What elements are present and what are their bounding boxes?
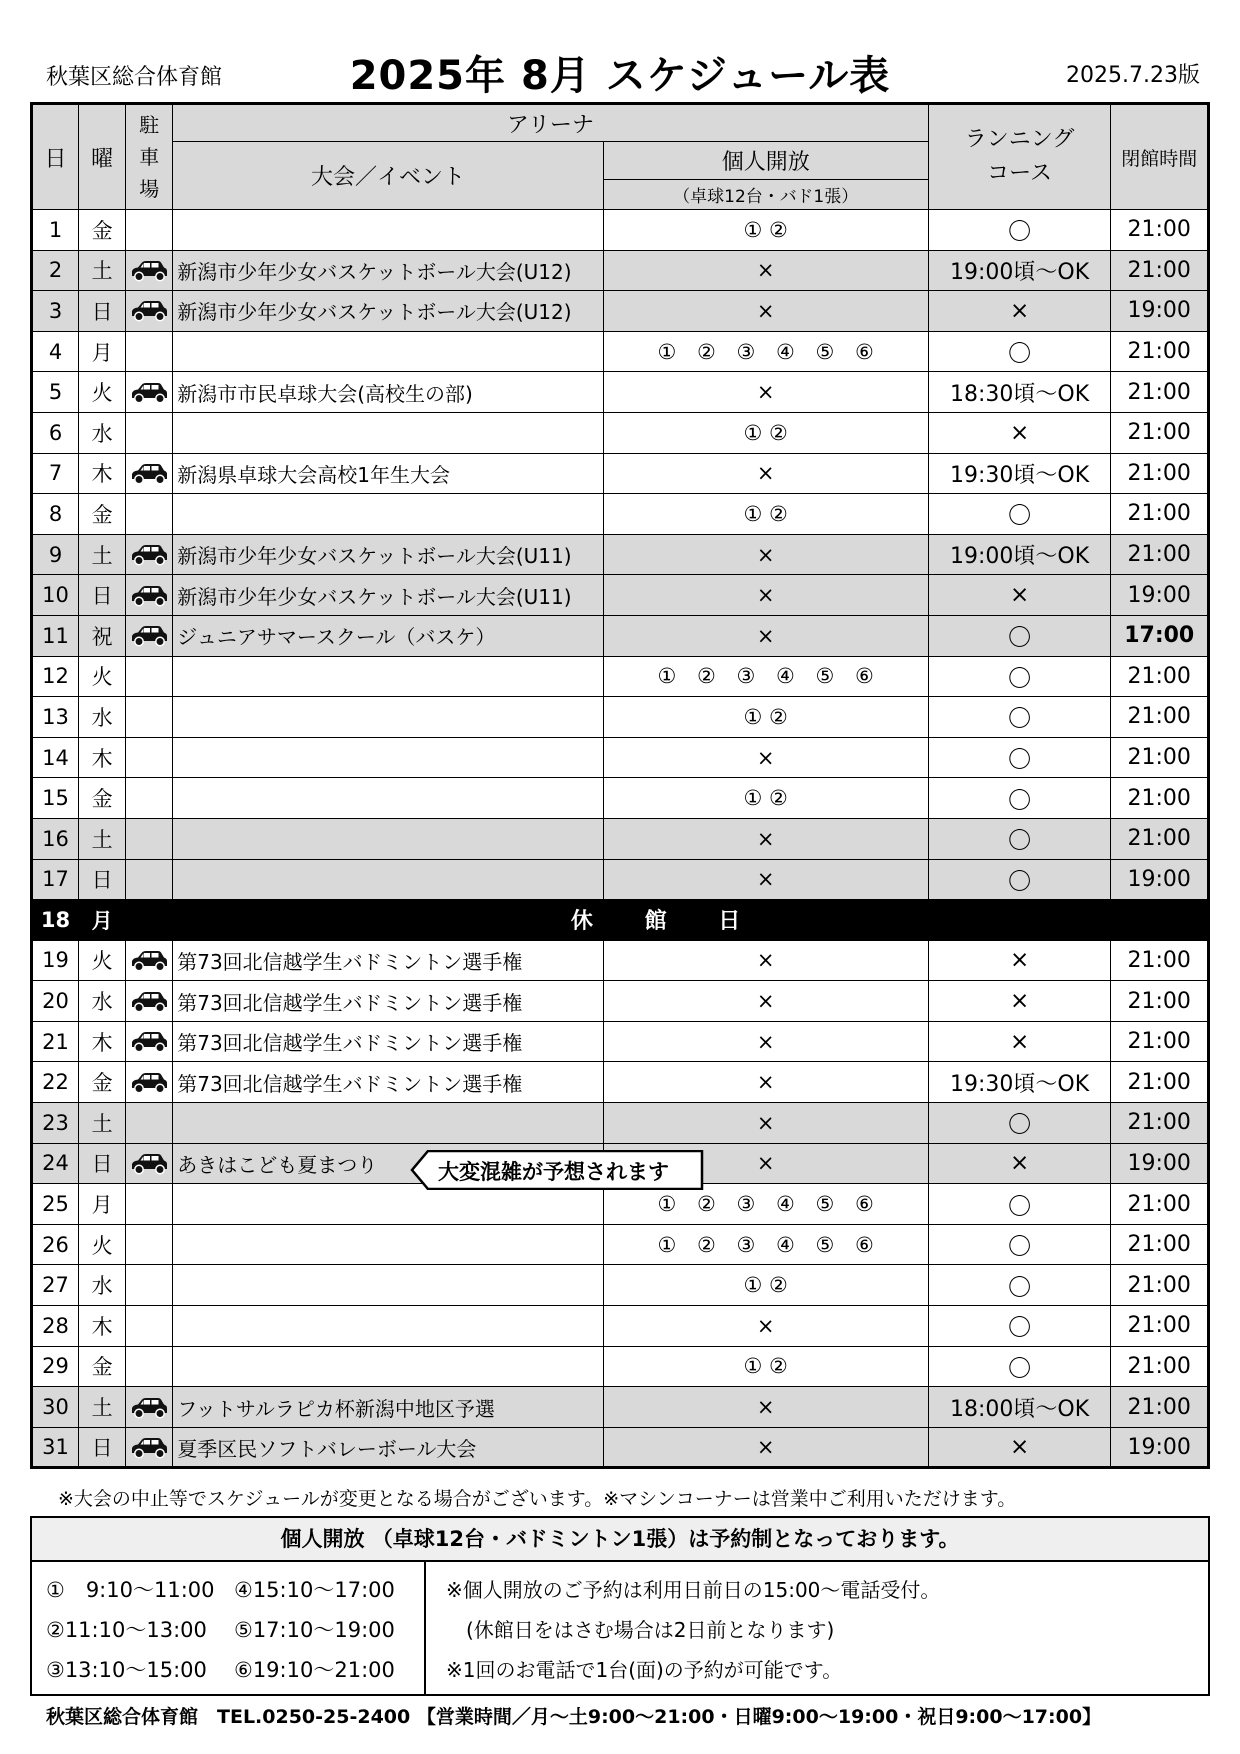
- booking-divider: [424, 1560, 426, 1694]
- table-row: [32, 818, 1209, 859]
- day-cell: 22: [32, 1062, 79, 1103]
- car-icon: [129, 462, 169, 486]
- running-cell: ×: [928, 412, 1111, 453]
- event-cell: [173, 778, 603, 819]
- event-cell: [173, 859, 603, 900]
- event-cell: [173, 1103, 603, 1144]
- day-cell: 1: [32, 210, 79, 251]
- event-cell: [173, 1306, 603, 1347]
- weekday-cell: 水: [79, 1265, 126, 1306]
- weekday-cell: 水: [79, 412, 126, 453]
- parking-label: 駐 車 場: [139, 113, 160, 201]
- day-cell: 26: [32, 1224, 79, 1265]
- day-cell: 29: [32, 1346, 79, 1387]
- running-cell: 〇: [928, 494, 1111, 535]
- event-cell: 新潟市市民卓球大会(高校生の部): [173, 372, 603, 413]
- closing-cell: 21:00: [1111, 1265, 1209, 1306]
- parking-cell: [126, 575, 173, 616]
- open-cell: ① ② ③ ④ ⑤ ⑥: [603, 656, 928, 697]
- table-row: [32, 1427, 1209, 1468]
- weekday-cell: 月: [79, 331, 126, 372]
- parking-cell: [126, 1184, 173, 1225]
- running-cell: ×: [928, 1021, 1111, 1062]
- slot-3: ③13:10～15:00: [46, 1658, 207, 1682]
- day-cell: 10: [32, 575, 79, 616]
- event-cell: [173, 1265, 603, 1306]
- open-cell: ① ②: [603, 1265, 928, 1306]
- page-header: [0, 40, 1240, 100]
- open-cell: ×: [603, 818, 928, 859]
- running-cell: 18:30頃～OK: [928, 372, 1111, 413]
- col-running: [928, 104, 1111, 210]
- day-cell: 4: [32, 331, 79, 372]
- weekday-cell: 金: [79, 210, 126, 251]
- table-row: [32, 1387, 1209, 1428]
- closing-cell: 21:00: [1111, 1062, 1209, 1103]
- open-cell: ① ②: [603, 778, 928, 819]
- day-cell: 13: [32, 697, 79, 738]
- closing-cell: 21:00: [1111, 981, 1209, 1022]
- open-cell: ×: [603, 250, 928, 291]
- car-icon: [129, 259, 169, 283]
- weekday-cell: 月: [79, 1184, 126, 1225]
- slot-2: ②11:10～13:00: [46, 1618, 207, 1642]
- day-cell: 2: [32, 250, 79, 291]
- closing-cell: 21:00: [1111, 210, 1209, 251]
- running-cell: 〇: [928, 1306, 1111, 1347]
- day-cell: 27: [32, 1265, 79, 1306]
- car-icon: [129, 1152, 169, 1176]
- weekday-cell: 火: [79, 656, 126, 697]
- day-cell: 11: [32, 615, 79, 656]
- booking-note-3: ※1回のお電話で1台(面)の予約が可能です。: [446, 1658, 843, 1682]
- car-icon: [129, 624, 169, 648]
- table-row: [32, 1103, 1209, 1144]
- parking-cell: [126, 1346, 173, 1387]
- weekday-cell: 日: [79, 291, 126, 332]
- col-arena: アリーナ: [173, 104, 929, 142]
- closing-cell: 21:00: [1111, 1306, 1209, 1347]
- table-row: [32, 656, 1209, 697]
- table-row: [32, 1021, 1209, 1062]
- car-icon: [129, 299, 169, 323]
- running-cell: ×: [928, 575, 1111, 616]
- parking-cell: [126, 412, 173, 453]
- event-cell: [173, 331, 603, 372]
- table-row: [32, 575, 1209, 616]
- open-cell: ×: [603, 859, 928, 900]
- car-icon: [129, 543, 169, 567]
- closing-cell: 21:00: [1111, 818, 1209, 859]
- open-cell: ① ②: [603, 1346, 928, 1387]
- parking-cell: [126, 940, 173, 981]
- closing-cell: 21:00: [1111, 1387, 1209, 1428]
- car-icon: [129, 584, 169, 608]
- closing-cell: 21:00: [1111, 656, 1209, 697]
- event-cell: あきはこども夏まつり: [173, 1143, 603, 1184]
- running-cell: 〇: [928, 1346, 1111, 1387]
- closing-cell: 21:00: [1111, 940, 1209, 981]
- weekday-cell: 火: [79, 940, 126, 981]
- col-day: 日: [32, 104, 79, 210]
- running-label: ランニング コース: [964, 127, 1075, 186]
- change-note: ※大会の中止等でスケジュールが変更となる場合がございます。※マシンコーナーは営業中ご利用いただけます。: [58, 1488, 1017, 1510]
- car-icon: [129, 1436, 169, 1460]
- open-cell: ×: [603, 372, 928, 413]
- parking-cell: [126, 1103, 173, 1144]
- parking-cell: [126, 697, 173, 738]
- open-cell: ① ②: [603, 210, 928, 251]
- weekday-cell: 日: [79, 575, 126, 616]
- weekday-cell: 木: [79, 737, 126, 778]
- running-cell: 〇: [928, 818, 1111, 859]
- day-cell: 19: [32, 940, 79, 981]
- day-cell: 12: [32, 656, 79, 697]
- col-open: 個人開放: [603, 142, 928, 180]
- open-cell: ① ② ③ ④ ⑤ ⑥: [603, 331, 928, 372]
- closing-cell: 19:00: [1111, 575, 1209, 616]
- closing-cell: 21:00: [1111, 697, 1209, 738]
- closing-cell: 21:00: [1111, 331, 1209, 372]
- running-cell: 〇: [928, 615, 1111, 656]
- weekday-cell: 祝: [79, 615, 126, 656]
- parking-cell: [126, 372, 173, 413]
- open-cell: ×: [603, 1062, 928, 1103]
- day-cell: 6: [32, 412, 79, 453]
- open-cell: ×: [603, 981, 928, 1022]
- weekday-cell: 土: [79, 1387, 126, 1428]
- table-row: [32, 1224, 1209, 1265]
- weekday-cell: 日: [79, 1427, 126, 1468]
- open-cell: ×: [603, 1427, 928, 1468]
- open-cell: ×: [603, 1021, 928, 1062]
- closing-cell: 21:00: [1111, 1021, 1209, 1062]
- parking-cell: [126, 818, 173, 859]
- table-row: [32, 615, 1209, 656]
- closing-cell: 17:00: [1111, 615, 1209, 656]
- running-cell: 19:00頃～OK: [928, 534, 1111, 575]
- running-cell: 19:30頃～OK: [928, 453, 1111, 494]
- schedule-body: [32, 210, 1209, 1468]
- running-cell: 19:30頃～OK: [928, 1062, 1111, 1103]
- weekday-cell: 金: [79, 1346, 126, 1387]
- day-cell: 17: [32, 859, 79, 900]
- table-row: [32, 331, 1209, 372]
- col-closing: 閉館時間: [1111, 104, 1209, 210]
- parking-cell: [126, 210, 173, 251]
- car-icon: [129, 1030, 169, 1054]
- open-cell: ×: [603, 1103, 928, 1144]
- event-cell: [173, 737, 603, 778]
- table-row: [32, 210, 1209, 251]
- event-cell: 夏季区民ソフトバレーボール大会: [173, 1427, 603, 1468]
- day-cell: 31: [32, 1427, 79, 1468]
- parking-cell: [126, 534, 173, 575]
- closing-cell: 21:00: [1111, 412, 1209, 453]
- day-cell: 21: [32, 1021, 79, 1062]
- closing-cell: 21:00: [1111, 534, 1209, 575]
- event-cell: フットサルラピカ杯新潟中地区予選: [173, 1387, 603, 1428]
- running-cell: 18:00頃～OK: [928, 1387, 1111, 1428]
- event-cell: 第73回北信越学生バドミントン選手権: [173, 1062, 603, 1103]
- event-cell: [173, 412, 603, 453]
- parking-cell: [126, 1306, 173, 1347]
- running-cell: 19:00頃～OK: [928, 250, 1111, 291]
- running-cell: 〇: [928, 1103, 1111, 1144]
- day-cell: 20: [32, 981, 79, 1022]
- day-cell: 5: [32, 372, 79, 413]
- closing-cell: 21:00: [1111, 1224, 1209, 1265]
- running-cell: 〇: [928, 737, 1111, 778]
- day-cell: 8: [32, 494, 79, 535]
- event-cell: [173, 494, 603, 535]
- weekday-cell: 日: [79, 1143, 126, 1184]
- open-cell: ① ② ③ ④ ⑤ ⑥: [603, 1224, 928, 1265]
- day-cell: 14: [32, 737, 79, 778]
- event-cell: [173, 697, 603, 738]
- booking-box: [30, 1516, 1210, 1696]
- parking-cell: [126, 1387, 173, 1428]
- slot-1: ① 9:10～11:00: [46, 1578, 215, 1602]
- weekday-cell: 月: [79, 900, 126, 941]
- day-cell: 16: [32, 818, 79, 859]
- car-icon: [129, 381, 169, 405]
- parking-cell: [126, 1062, 173, 1103]
- parking-cell: [126, 1143, 173, 1184]
- open-cell: ×: [603, 1387, 928, 1428]
- closing-cell: 21:00: [1111, 372, 1209, 413]
- table-row: [32, 1346, 1209, 1387]
- closing-cell: 21:00: [1111, 1103, 1209, 1144]
- event-cell: [173, 1346, 603, 1387]
- callout-text: 大変混雑が予想されます: [438, 1160, 669, 1184]
- table-row: [32, 291, 1209, 332]
- slot-6: ⑥19:10～21:00: [234, 1658, 395, 1682]
- closing-cell: 21:00: [1111, 494, 1209, 535]
- table-row: [32, 534, 1209, 575]
- col-open-sub: （卓球12台・バド1張）: [603, 180, 928, 210]
- car-icon: [129, 1396, 169, 1420]
- table-row: [32, 412, 1209, 453]
- event-cell: 新潟市少年少女バスケットボール大会(U12): [173, 291, 603, 332]
- parking-cell: [126, 331, 173, 372]
- event-cell: [173, 210, 603, 251]
- event-cell: 第73回北信越学生バドミントン選手権: [173, 981, 603, 1022]
- parking-cell: [126, 1021, 173, 1062]
- parking-cell: [126, 250, 173, 291]
- closing-cell: 21:00: [1111, 250, 1209, 291]
- weekday-cell: 木: [79, 453, 126, 494]
- running-cell: 〇: [928, 210, 1111, 251]
- parking-cell: [126, 737, 173, 778]
- table-row: [32, 859, 1209, 900]
- weekday-cell: 水: [79, 981, 126, 1022]
- weekday-cell: 金: [79, 1062, 126, 1103]
- day-cell: 9: [32, 534, 79, 575]
- weekday-cell: 土: [79, 250, 126, 291]
- running-cell: 〇: [928, 1184, 1111, 1225]
- parking-cell: [126, 494, 173, 535]
- closing-cell: 19:00: [1111, 859, 1209, 900]
- closing-cell: 21:00: [1111, 453, 1209, 494]
- weekday-cell: 火: [79, 372, 126, 413]
- closing-cell: 19:00: [1111, 291, 1209, 332]
- closing-cell: 21:00: [1111, 737, 1209, 778]
- table-row: [32, 981, 1209, 1022]
- table-row: [32, 940, 1209, 981]
- open-cell: ① ② ③ ④ ⑤ ⑥: [603, 1184, 928, 1225]
- weekday-cell: 木: [79, 1306, 126, 1347]
- table-row: [32, 494, 1209, 535]
- event-cell: [173, 1224, 603, 1265]
- table-row: [32, 737, 1209, 778]
- parking-cell: [126, 1427, 173, 1468]
- weekday-cell: 水: [79, 697, 126, 738]
- car-icon: [129, 1071, 169, 1095]
- closing-cell: 19:00: [1111, 1427, 1209, 1468]
- day-cell: 24: [32, 1143, 79, 1184]
- day-cell: 25: [32, 1184, 79, 1225]
- slot-5: ⑤17:10～19:00: [234, 1618, 395, 1642]
- weekday-cell: 金: [79, 494, 126, 535]
- table-row: [32, 250, 1209, 291]
- event-cell: 新潟市少年少女バスケットボール大会(U11): [173, 575, 603, 616]
- parking-cell: [126, 859, 173, 900]
- weekday-cell: 金: [79, 778, 126, 819]
- running-cell: ×: [928, 981, 1111, 1022]
- day-cell: 7: [32, 453, 79, 494]
- parking-cell: [126, 656, 173, 697]
- parking-cell: [126, 453, 173, 494]
- running-cell: 〇: [928, 778, 1111, 819]
- event-cell: [173, 656, 603, 697]
- version-label: 2025.7.23版: [1066, 63, 1200, 88]
- parking-cell: [126, 1265, 173, 1306]
- open-cell: ×: [603, 1306, 928, 1347]
- table-row: [32, 900, 1209, 941]
- weekday-cell: 土: [79, 1103, 126, 1144]
- closing-cell: 21:00: [1111, 778, 1209, 819]
- open-cell: ×: [603, 737, 928, 778]
- running-cell: 〇: [928, 859, 1111, 900]
- event-cell: [173, 818, 603, 859]
- weekday-cell: 木: [79, 1021, 126, 1062]
- open-cell: ① ②: [603, 412, 928, 453]
- parking-cell: [126, 615, 173, 656]
- weekday-cell: 日: [79, 859, 126, 900]
- page-title: 2025年 8月 スケジュール表: [349, 53, 891, 99]
- running-cell: 〇: [928, 656, 1111, 697]
- weekday-cell: 火: [79, 1224, 126, 1265]
- running-cell: 〇: [928, 1224, 1111, 1265]
- weekday-cell: 土: [79, 534, 126, 575]
- booking-note-2: (休館日をはさむ場合は2日前となります): [446, 1618, 835, 1642]
- crowd-callout: [410, 1150, 704, 1190]
- col-weekday: 曜: [79, 104, 126, 210]
- weekday-cell: 土: [79, 818, 126, 859]
- closing-cell: 19:00: [1111, 1143, 1209, 1184]
- day-cell: 28: [32, 1306, 79, 1347]
- slot-4: ④15:10～17:00: [234, 1578, 395, 1602]
- day-cell: 30: [32, 1387, 79, 1428]
- running-cell: ×: [928, 1427, 1111, 1468]
- table-row: [32, 1062, 1209, 1103]
- open-cell: ×: [603, 940, 928, 981]
- day-cell: 15: [32, 778, 79, 819]
- running-cell: 〇: [928, 331, 1111, 372]
- schedule-table: [30, 102, 1210, 1469]
- booking-note-1: ※個人開放のご予約は利用日前日の15:00～電話受付。: [446, 1578, 941, 1602]
- open-cell: ×: [603, 534, 928, 575]
- table-row: [32, 1306, 1209, 1347]
- running-cell: ×: [928, 940, 1111, 981]
- open-cell: ×: [603, 291, 928, 332]
- parking-cell: [126, 778, 173, 819]
- table-row: [32, 697, 1209, 738]
- col-event: 大会／イベント: [173, 142, 603, 210]
- open-cell: ① ②: [603, 697, 928, 738]
- footer-info: 秋葉区総合体育館 TEL.0250-25-2400 【営業時間／月～土9:00～21:00・日曜9:00～19:00・祝日9:00～17:00】: [46, 1706, 1102, 1728]
- table-row: [32, 778, 1209, 819]
- event-cell: 新潟市少年少女バスケットボール大会(U11): [173, 534, 603, 575]
- closed-day-label: 休 館 日: [126, 900, 1209, 941]
- closing-cell: 21:00: [1111, 1184, 1209, 1225]
- booking-title: 個人開放 （卓球12台・バドミントン1張）は予約制となっております。: [32, 1518, 1208, 1562]
- event-cell: ジュニアサマースクール（バスケ）: [173, 615, 603, 656]
- open-cell: ×: [603, 575, 928, 616]
- open-cell: ① ②: [603, 494, 928, 535]
- table-row: [32, 372, 1209, 413]
- table-row: [32, 453, 1209, 494]
- event-cell: 新潟県卓球大会高校1年生大会: [173, 453, 603, 494]
- open-cell: ×: [603, 1143, 928, 1184]
- parking-cell: [126, 981, 173, 1022]
- parking-cell: [126, 291, 173, 332]
- event-cell: 第73回北信越学生バドミントン選手権: [173, 1021, 603, 1062]
- day-cell: 18: [32, 900, 79, 941]
- car-icon: [129, 949, 169, 973]
- closing-cell: 21:00: [1111, 1346, 1209, 1387]
- day-cell: 23: [32, 1103, 79, 1144]
- event-cell: 第73回北信越学生バドミントン選手権: [173, 940, 603, 981]
- parking-cell: [126, 1224, 173, 1265]
- table-row: [32, 1265, 1209, 1306]
- facility-name: 秋葉区総合体育館: [46, 65, 223, 90]
- day-cell: 3: [32, 291, 79, 332]
- running-cell: ×: [928, 1143, 1111, 1184]
- car-icon: [129, 990, 169, 1014]
- event-cell: 新潟市少年少女バスケットボール大会(U12): [173, 250, 603, 291]
- open-cell: ×: [603, 615, 928, 656]
- col-parking: [126, 104, 173, 210]
- running-cell: ×: [928, 291, 1111, 332]
- running-cell: 〇: [928, 1265, 1111, 1306]
- open-cell: ×: [603, 453, 928, 494]
- running-cell: 〇: [928, 697, 1111, 738]
